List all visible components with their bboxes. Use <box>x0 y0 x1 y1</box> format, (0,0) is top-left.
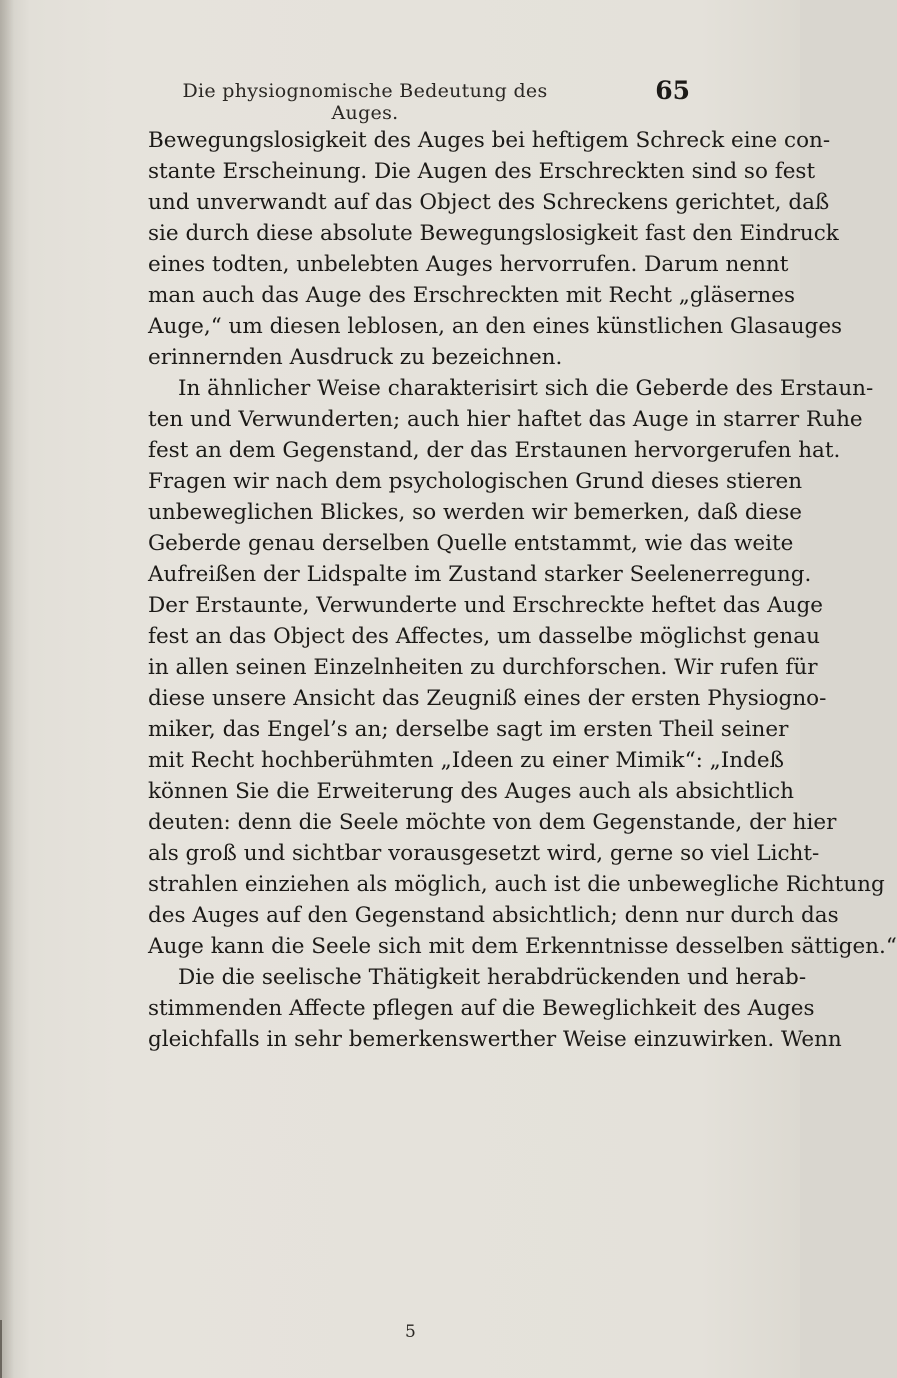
text-line: Auge kann die Seele sich mit dem Erkenntnisse desselben sättigen.“ <box>148 934 897 959</box>
gutter-shadow <box>0 0 14 1378</box>
body-text <box>148 125 897 1055</box>
text-line: fest an das Object des Affectes, um dasselbe möglichst genau <box>148 624 820 649</box>
text-line: deuten: denn die Seele möchte von dem Gegenstande, der hier <box>148 810 837 835</box>
text-line: eines todten, unbelebten Auges hervorrufen. Darum nennt <box>148 252 789 277</box>
text-line: mit Recht hochberühmten „Ideen zu einer Mimik“: „Indeß <box>148 748 784 773</box>
text-line: Aufreißen der Lidspalte im Zustand starker Seelenerregung. <box>148 562 812 587</box>
text-line: Auge,“ um diesen leblosen, an den eines künstlichen Glasauges <box>148 314 843 339</box>
text-line: Die die seelische Thätigkeit herabdrückenden und herab- <box>178 965 807 990</box>
text-line: Bewegungslosigkeit des Auges bei heftigem Schreck eine con- <box>148 128 831 153</box>
text-line: erinnernden Ausdruck zu bezeichnen. <box>148 345 563 370</box>
text-line: und unverwandt auf das Object des Schreckens gerichtet, daß <box>148 190 830 215</box>
text-line: Fragen wir nach dem psychologischen Grund dieses stieren <box>148 469 803 494</box>
text-line: fest an dem Gegenstand, der das Erstaunen hervorgerufen hat. <box>148 438 841 463</box>
page-edge-mark <box>0 1320 2 1378</box>
text-line: man auch das Auge des Erschreckten mit Recht „gläsernes <box>148 283 796 308</box>
signature-mark: 5 <box>405 1322 416 1342</box>
page-header <box>150 76 690 124</box>
text-line: In ähnlicher Weise charakterisirt sich die Geberde des Erstaun- <box>178 376 874 401</box>
text-line: sie durch diese absolute Bewegungslosigkeit fast den Eindruck <box>148 221 839 246</box>
text-line: unbeweglichen Blickes, so werden wir bemerken, daß diese <box>148 500 802 525</box>
running-title: Die physiognomische Bedeutung des Auges. <box>182 80 548 124</box>
text-line: können Sie die Erweiterung des Auges auch als absichtlich <box>148 779 795 804</box>
text-line: stante Erscheinung. Die Augen des Erschreckten sind so fest <box>148 159 816 184</box>
text-line: diese unsere Ansicht das Zeugniß eines der ersten Physiogno- <box>148 686 827 711</box>
text-line: als groß und sichtbar vorausgesetzt wird, gerne so viel Licht- <box>148 841 820 866</box>
text-line: Geberde genau derselben Quelle entstammt, wie das weite <box>148 531 794 556</box>
text-line: ten und Verwunderten; auch hier haftet das Auge in starrer Ruhe <box>148 407 863 432</box>
text-line: gleichfalls in sehr bemerkenswerther Weise einzuwirken. Wenn <box>148 1027 842 1052</box>
text-line: stimmenden Affecte pflegen auf die Beweglichkeit des Auges <box>148 996 815 1021</box>
text-line: strahlen einziehen als möglich, auch ist die unbewegliche Richtung <box>148 872 885 897</box>
text-line: miker, das Engel’s an; derselbe sagt im ersten Theil seiner <box>148 717 789 742</box>
text-line: Der Erstaunte, Verwunderte und Erschreckte heftet das Auge <box>148 593 824 618</box>
text-line: des Auges auf den Gegenstand absichtlich; denn nur durch das <box>148 903 839 928</box>
text-line: in allen seinen Einzelnheiten zu durchforschen. Wir rufen für <box>148 655 818 680</box>
page-number: 65 <box>655 76 690 105</box>
